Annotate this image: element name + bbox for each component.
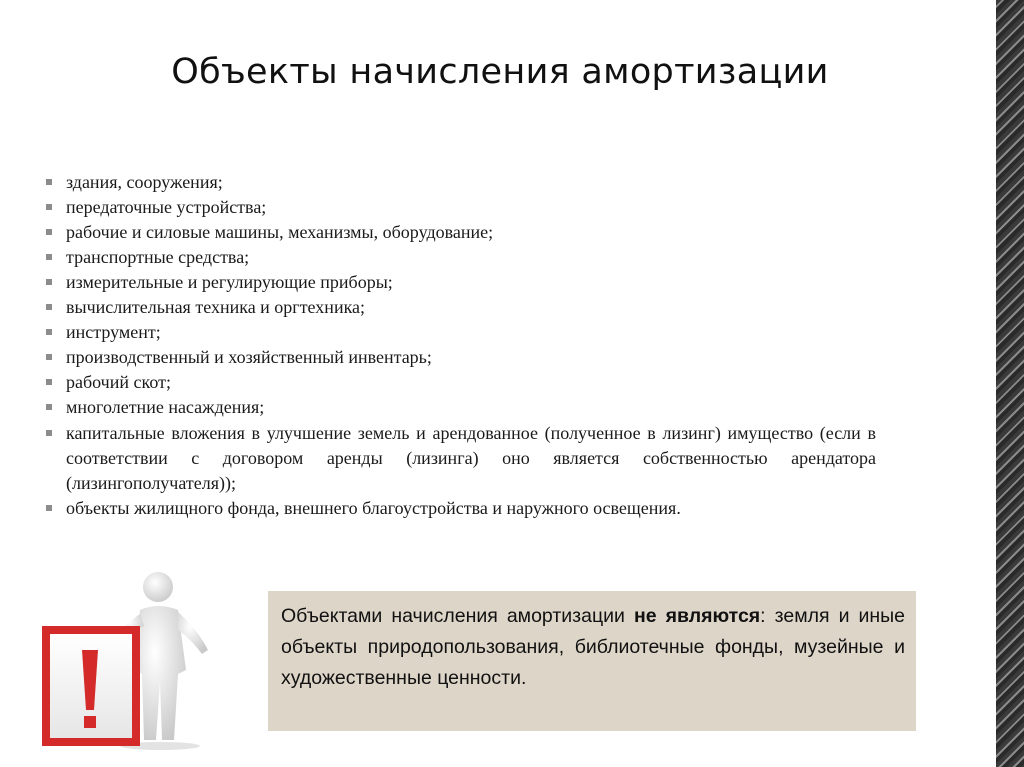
bullet-icon	[46, 304, 52, 310]
bullet-icon	[46, 329, 52, 335]
list-item-text: транспортные средства;	[66, 247, 250, 267]
list-item-text: инструмент;	[66, 322, 161, 342]
slide-title: Объекты начисления амортизации	[171, 52, 829, 92]
note-text	[281, 601, 905, 694]
bullet-icon	[46, 204, 52, 210]
list-item	[44, 496, 876, 521]
bullet-icon	[46, 179, 52, 185]
note-lead: Объектами начисления амортизации	[281, 605, 625, 627]
list-item-text: вычислительная техника и оргтехника;	[66, 297, 366, 317]
list-item	[44, 421, 876, 496]
list-item-text: производственный и хозяйственный инвентарь;	[66, 347, 432, 367]
bullet-list	[44, 170, 876, 521]
list-item-text: капитальные вложения в улучшение земель и арендованное (полученное в лизинг) имущество (если в соответствии с договором аренды (лизинга) оно является собственностью арендатора (лизингополучателя));	[66, 423, 876, 493]
bullet-icon	[46, 505, 52, 511]
list-item	[44, 220, 876, 245]
list-item	[44, 370, 876, 395]
list-item-text: объекты жилищного фонда, внешнего благоустройства и наружного освещения.	[66, 498, 681, 518]
list-item-text: передаточные устройства;	[66, 197, 267, 217]
list-item	[44, 345, 876, 370]
list-item	[44, 270, 876, 295]
list-item-text: здания, сооружения;	[66, 172, 223, 192]
bullet-icon	[46, 430, 52, 436]
list-item	[44, 195, 876, 220]
bullet-icon	[46, 404, 52, 410]
note-emphasis: не являются	[633, 605, 761, 627]
list-item	[44, 245, 876, 270]
bullet-icon	[46, 229, 52, 235]
list-item-text: рабочий скот;	[66, 372, 171, 392]
list-item	[44, 395, 876, 420]
list-item	[44, 320, 876, 345]
list-item	[44, 170, 876, 195]
bullet-icon	[46, 354, 52, 360]
list-item	[44, 295, 876, 320]
note-rest: : земля и иные объекты природопользования, библиотечные фонды, музейные и художественные ценности.	[281, 605, 906, 689]
warning-illustration	[40, 570, 240, 750]
list-item-text: рабочие и силовые машины, механизмы, оборудование;	[66, 222, 494, 242]
bullet-icon	[46, 279, 52, 285]
exclamation-sign-icon	[42, 626, 140, 746]
decorative-side-band	[996, 0, 1024, 767]
bullet-icon	[46, 379, 52, 385]
list-item-text: измерительные и регулирующие приборы;	[66, 272, 393, 292]
list-item-text: многолетние насаждения;	[66, 397, 265, 417]
bullet-icon	[46, 254, 52, 260]
